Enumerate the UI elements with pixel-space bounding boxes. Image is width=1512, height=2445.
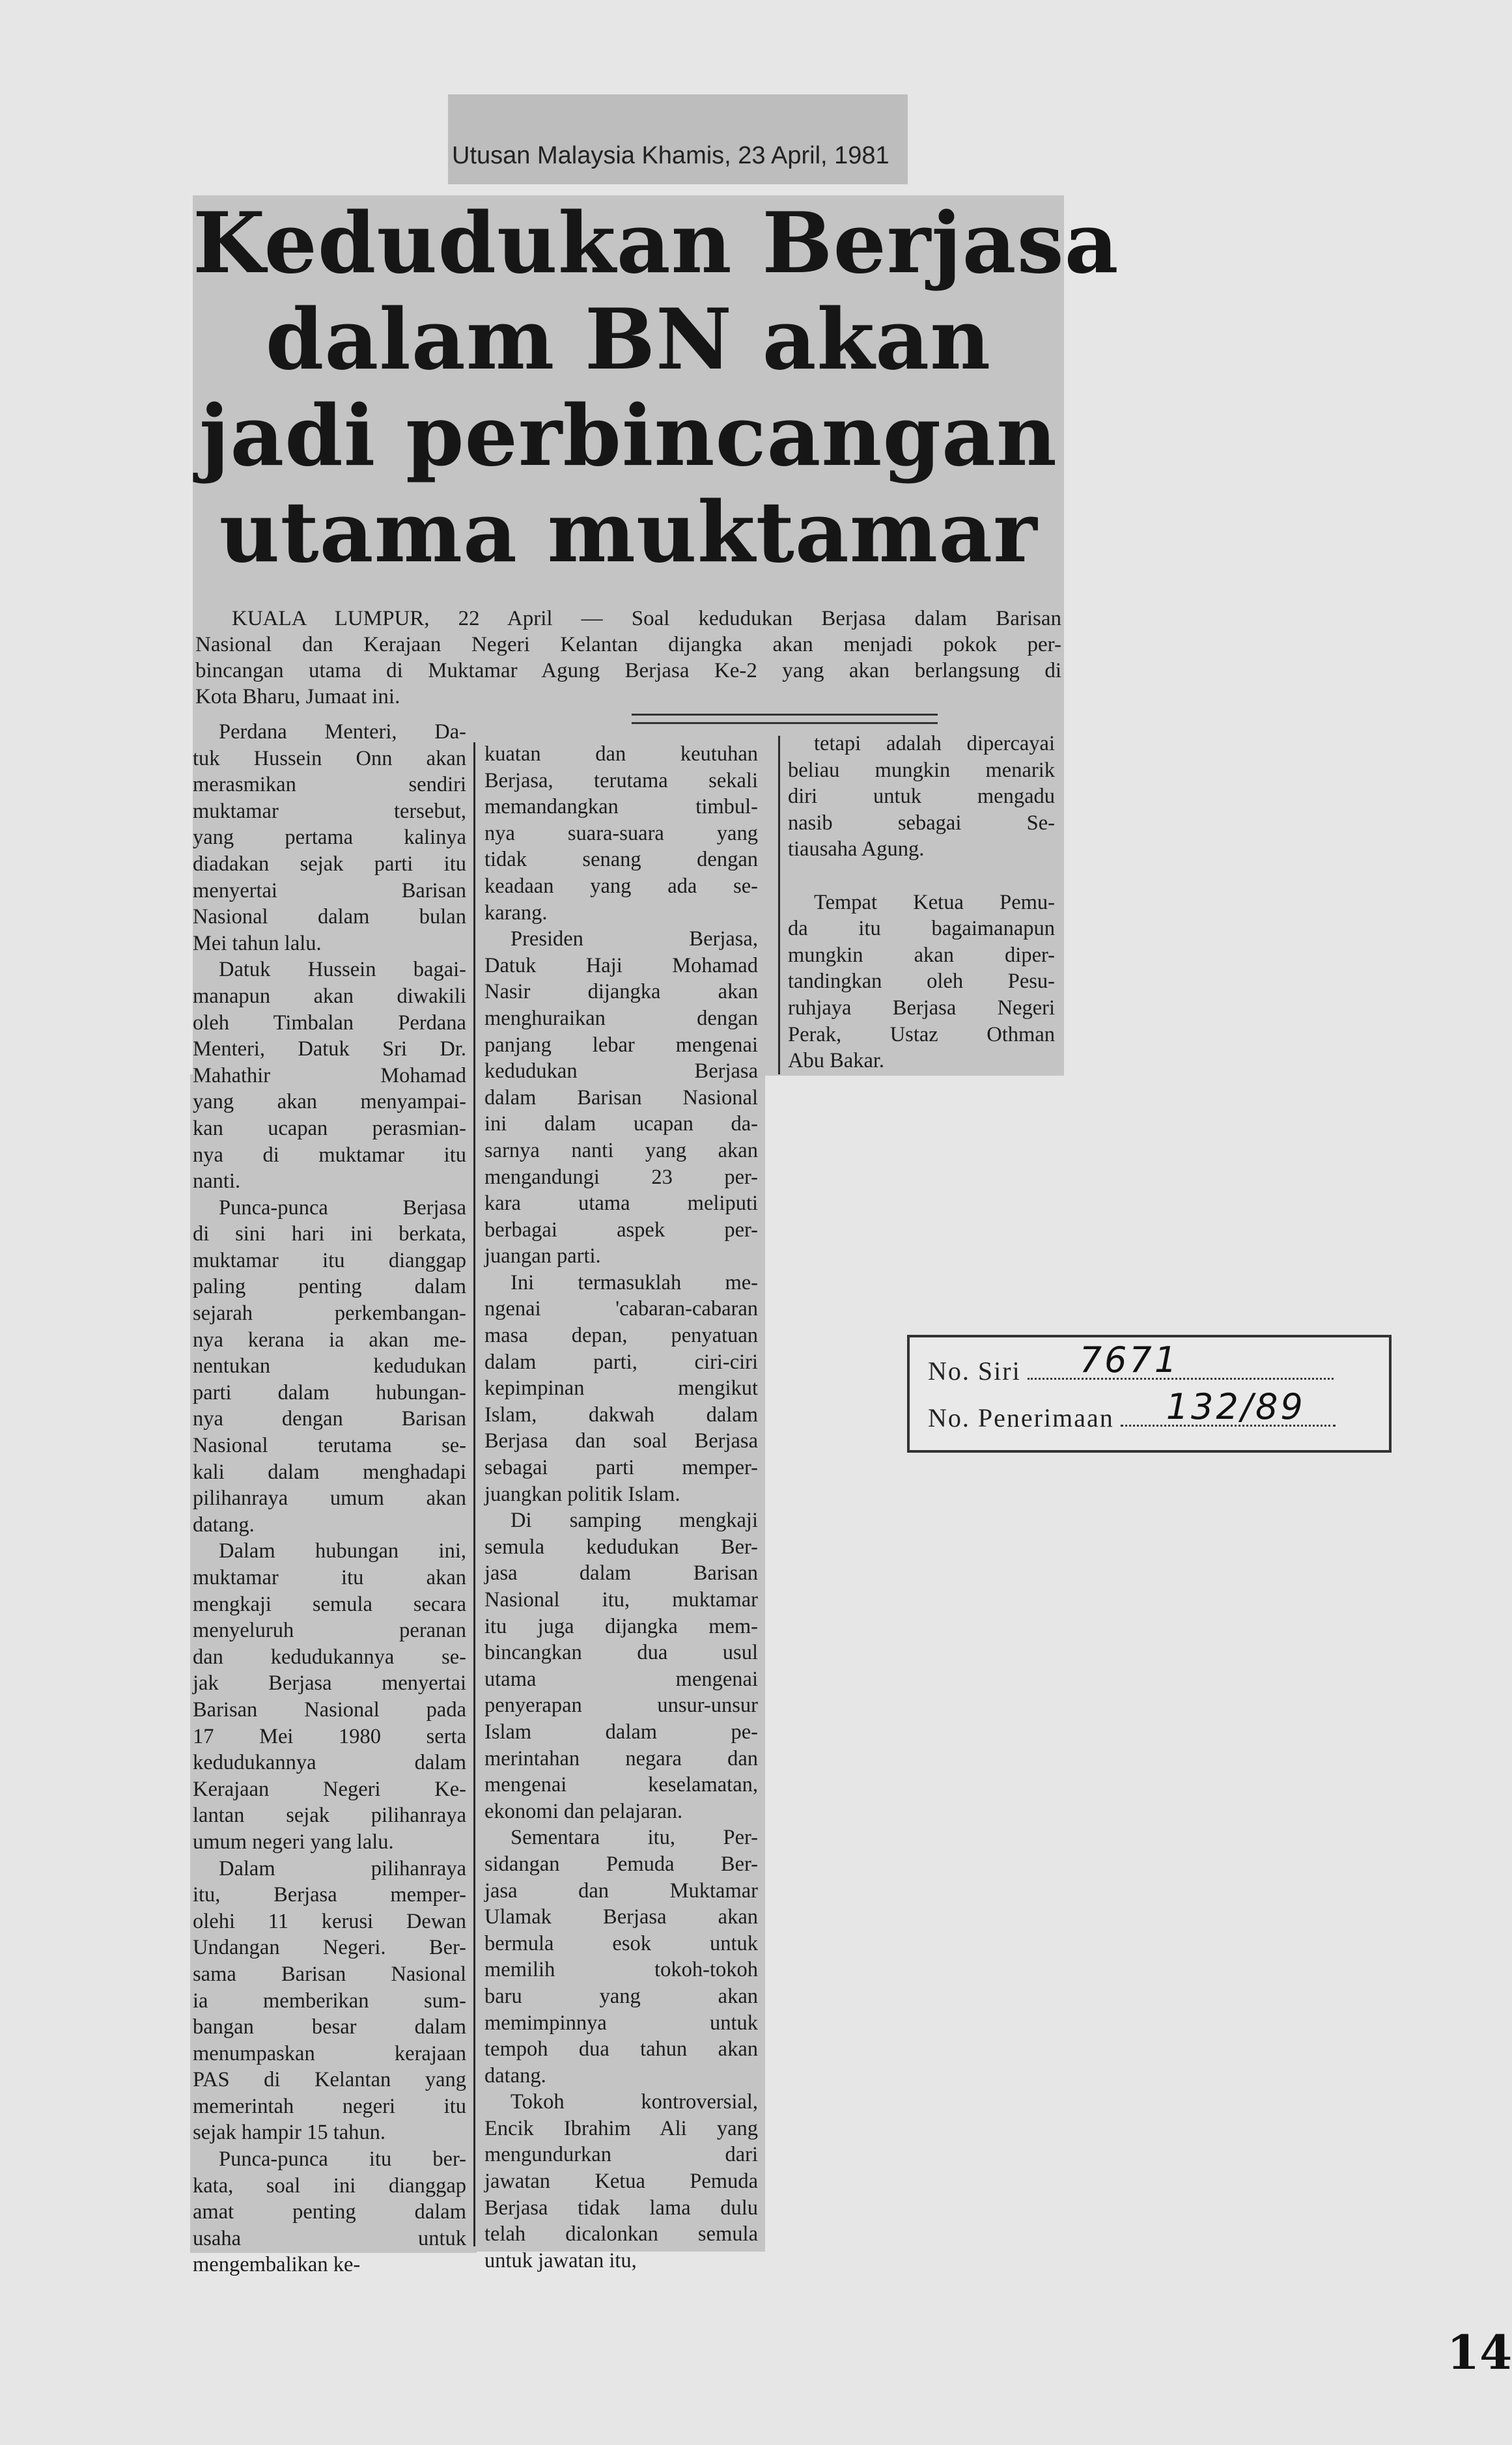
- lead-line: Kota Bharu, Jumaat ini.: [195, 685, 400, 708]
- column-line: sarnya nanti yang akan: [484, 1138, 758, 1162]
- article-column-2: [484, 741, 758, 2274]
- article-lead: [195, 606, 1061, 710]
- archive-stamp: [907, 1335, 1392, 1453]
- column-line: menumpaskan kerajaan: [193, 2041, 466, 2065]
- column-line: Nasional terutama se-: [193, 1434, 466, 1458]
- column-line: Nasional dalam bulan: [193, 905, 466, 929]
- column-line: datang.: [484, 2063, 546, 2088]
- lead-line: KUALA LUMPUR, 22 April — Soal kedudukan Berjasa dalam Barisan: [232, 607, 1061, 630]
- column-line: Undangan Negeri. Ber-: [193, 1936, 466, 1960]
- column-line: Nasional itu, muktamar: [484, 1588, 758, 1612]
- column-line: Abu Bakar.: [788, 1049, 885, 1073]
- column-line: untuk jawatan itu,: [484, 2248, 637, 2272]
- headline-line: utama muktamar: [219, 484, 1038, 581]
- column-line: yang pertama kalinya: [193, 826, 466, 850]
- column-line: Dalam hubungan ini,: [219, 1539, 466, 1563]
- column-line: Encik Ibrahim Ali yang: [484, 2116, 758, 2140]
- column-line: dalam Barisan Nasional: [484, 1085, 758, 1110]
- column-line: memerintah negeri itu: [193, 2094, 466, 2118]
- column-rule: [778, 736, 780, 1074]
- column-line: jak Berjasa menyertai: [193, 1671, 466, 1696]
- column-line: memimpinnya untuk: [484, 2011, 758, 2035]
- column-line: itu juga dijangka mem-: [484, 1614, 758, 1638]
- column-line: paling penting dalam: [193, 1275, 466, 1299]
- column-line: kan ucapan perasmian-: [193, 1116, 466, 1140]
- column-line: nya di muktamar itu: [193, 1143, 466, 1167]
- column-line: bincangkan dua usul: [484, 1641, 758, 1665]
- headline-line: dalam BN akan: [265, 291, 992, 389]
- newspaper-source-strip: [448, 94, 908, 184]
- column-line: menghuraikan dengan: [484, 1006, 758, 1030]
- article-column-1: [193, 719, 466, 2278]
- column-line: jasa dalam Barisan: [484, 1561, 758, 1586]
- column-line: memandangkan timbul-: [484, 795, 758, 819]
- column-line: Tokoh kontroversial,: [511, 2090, 758, 2114]
- article-headline: [193, 195, 1119, 581]
- column-line: jawatan Ketua Pemuda: [484, 2170, 758, 2194]
- column-line: nya kerana ia akan me-: [193, 1328, 466, 1352]
- column-line: pilihanraya umum akan: [193, 1487, 466, 1511]
- lead-line: Nasional dan Kerajaan Negeri Kelantan dijangka akan menjadi pokok per-: [195, 633, 1061, 656]
- column-line: mengembalikan ke-: [193, 2253, 361, 2277]
- column-line: menyertai Barisan: [193, 878, 466, 902]
- stamp-penerimaan-row: [928, 1386, 1336, 1433]
- column-line: nanti.: [193, 1169, 241, 1194]
- column-line: lantan sejak pilihanraya: [193, 1804, 466, 1828]
- column-line: bermula esok untuk: [484, 1931, 758, 1955]
- column-line: datang.: [193, 1513, 255, 1537]
- column-line: olehi 11 kerusi Dewan: [193, 1909, 466, 1933]
- source-line: Utusan Malaysia Khamis, 23 April, 1981: [452, 142, 889, 169]
- article-column-3: [788, 731, 1055, 1074]
- column-line: Perak, Ustaz Othman: [788, 1022, 1055, 1046]
- section-divider: [632, 714, 938, 724]
- column-line: mengandungi 23 per-: [484, 1165, 758, 1189]
- column-line: utama mengenai: [484, 1667, 758, 1691]
- column-line: Mahathir Mohamad: [193, 1063, 466, 1087]
- column-line: tempoh dua tahun akan: [484, 2037, 758, 2061]
- column-line: Berjasa tidak lama dulu: [484, 2196, 758, 2220]
- column-line: amat penting dalam: [193, 2200, 466, 2224]
- column-line: ia memberikan sum-: [193, 1989, 466, 2013]
- column-line: Punca-punca Berjasa: [219, 1195, 466, 1220]
- column-line: Ulamak Berjasa akan: [484, 1905, 758, 1929]
- column-line: jasa dan Muktamar: [484, 1879, 758, 1903]
- column-line: parti dalam hubungan-: [193, 1380, 466, 1404]
- column-line: keadaan yang ada se-: [484, 874, 758, 898]
- column-line: nasib sebagai Se-: [788, 811, 1055, 835]
- column-line: Ini termasuklah me-: [511, 1270, 758, 1294]
- column-line: manapun akan diwakili: [193, 984, 466, 1008]
- column-line: sidangan Pemuda Ber-: [484, 1852, 758, 1876]
- column-line: ini dalam ucapan da-: [484, 1112, 758, 1136]
- column-line: Datuk Hussein bagai-: [219, 958, 466, 982]
- column-line: ruhjaya Berjasa Negeri: [788, 996, 1055, 1020]
- column-rule: [473, 742, 475, 2246]
- column-line: sejarah perkembangan-: [193, 1302, 466, 1326]
- column-line: Barisan Nasional pada: [193, 1698, 466, 1722]
- column-line: 17 Mei 1980 serta: [193, 1724, 466, 1748]
- column-line: merintahan negara dan: [484, 1746, 758, 1770]
- column-line: Punca-punca itu ber-: [219, 2147, 466, 2172]
- stamp-siri-value: 7671: [1079, 1339, 1180, 1380]
- column-line: sebagai parti memper-: [484, 1456, 758, 1480]
- column-line: da itu bagaimanapun: [788, 917, 1055, 941]
- stamp-siri-row: [928, 1339, 1334, 1386]
- column-line: tetapi adalah dipercayai: [814, 732, 1055, 755]
- column-line: menyeluruh peranan: [193, 1619, 466, 1643]
- column-line: diadakan sejak parti itu: [193, 852, 466, 876]
- column-line: Nasir dijangka akan: [484, 980, 758, 1004]
- column-line: panjang lebar mengenai: [484, 1033, 758, 1057]
- column-line: Dalam pilihanraya: [219, 1856, 466, 1880]
- column-line: muktamar tersebut,: [193, 799, 466, 823]
- column-line: mengenai keselamatan,: [484, 1773, 758, 1797]
- column-line: Di samping mengkaji: [511, 1509, 758, 1533]
- column-line: nya dengan Barisan: [193, 1407, 466, 1431]
- column-line: sama Barisan Nasional: [193, 1962, 466, 1986]
- column-line: dalam parti, ciri-ciri: [484, 1350, 758, 1374]
- column-line: Tempat Ketua Pemu-: [814, 890, 1055, 914]
- column-line: tiausaha Agung.: [788, 837, 925, 861]
- column-line: merasmikan sendiri: [193, 773, 466, 797]
- column-line: PAS di Kelantan yang: [193, 2068, 466, 2092]
- stamp-siri-dots: [1028, 1339, 1334, 1380]
- headline-line: Kedudukan Berjasa: [193, 195, 1119, 292]
- stamp-penerimaan-label: No. Penerimaan: [928, 1403, 1114, 1432]
- column-line: tidak senang dengan: [484, 848, 758, 872]
- column-line: oleh Timbalan Perdana: [193, 1011, 466, 1035]
- column-line: beliau mungkin menarik: [788, 758, 1055, 782]
- column-line: Berjasa dan soal Berjasa: [484, 1429, 758, 1453]
- stamp-penerimaan-value: 132/89: [1166, 1386, 1306, 1427]
- column-line: kata, soal ini dianggap: [193, 2173, 466, 2198]
- column-line: dan kedudukannya se-: [193, 1645, 466, 1669]
- column-line: karang.: [484, 901, 548, 925]
- column-line: kepimpinan mengikut: [484, 1376, 758, 1401]
- column-line: kali dalam menghadapi: [193, 1460, 466, 1484]
- stamp-siri-label: No. Siri: [928, 1356, 1021, 1386]
- column-line: kedudukan Berjasa: [484, 1059, 758, 1083]
- column-line: usaha untuk: [193, 2226, 466, 2250]
- column-line: ngenai 'cabaran-cabaran: [484, 1297, 758, 1321]
- column-line: semula kedudukan Ber-: [484, 1535, 758, 1559]
- column-line: mengundurkan dari: [484, 2143, 758, 2167]
- column-line: mungkin akan diper-: [788, 943, 1055, 967]
- column-line: memilih tokoh-tokoh: [484, 1958, 758, 1982]
- column-line: masa depan, penyatuan: [484, 1324, 758, 1348]
- column-line: tandingkan oleh Pesu-: [788, 970, 1055, 994]
- page-number: 14: [1447, 2325, 1512, 2380]
- column-line: [788, 863, 1055, 889]
- column-line: Datuk Haji Mohamad: [484, 953, 758, 977]
- column-line: di sini hari ini berkata,: [193, 1222, 466, 1246]
- column-line: tuk Hussein Onn akan: [193, 746, 466, 770]
- column-line: kedudukannya dalam: [193, 1751, 466, 1775]
- column-line: Berjasa, terutama sekali: [484, 768, 758, 792]
- column-line: juangan parti.: [484, 1244, 601, 1268]
- column-line: kuatan dan keutuhan: [484, 742, 758, 766]
- headline-line: jadi perbincangan: [199, 387, 1057, 485]
- column-line: Kerajaan Negeri Ke-: [193, 1777, 466, 1801]
- column-line: kara utama meliputi: [484, 1192, 758, 1216]
- column-line: nentukan kedudukan: [193, 1354, 466, 1378]
- lead-line: bincangan utama di Muktamar Agung Berjasa Ke-2 yang akan berlangsung di: [195, 659, 1061, 682]
- column-line: ekonomi dan pelajaran.: [484, 1799, 683, 1823]
- column-line: muktamar itu dianggap: [193, 1248, 466, 1272]
- column-line: penyerapan unsur-unsur: [484, 1694, 758, 1718]
- column-line: Mei tahun lalu.: [193, 931, 322, 955]
- column-line: yang akan menyampai-: [193, 1090, 466, 1114]
- column-line: Perdana Menteri, Da-: [219, 720, 466, 744]
- column-line: Presiden Berjasa,: [511, 927, 758, 951]
- column-line: Menteri, Datuk Sri Dr.: [193, 1037, 466, 1061]
- column-line: juangkan politik Islam.: [484, 1482, 680, 1506]
- column-line: bangan besar dalam: [193, 2015, 466, 2039]
- stamp-penerimaan-dots: [1121, 1386, 1336, 1427]
- column-line: baru yang akan: [484, 1984, 758, 2008]
- column-line: telah dicalonkan semula: [484, 2222, 758, 2246]
- column-line: muktamar itu akan: [193, 1566, 466, 1589]
- column-line: sejak hampir 15 tahun.: [193, 2121, 386, 2145]
- column-line: berbagai aspek per-: [484, 1218, 758, 1242]
- column-line: nya suara-suara yang: [484, 821, 758, 845]
- column-line: Islam, dakwah dalam: [484, 1403, 758, 1427]
- column-line: mengkaji semula secara: [193, 1592, 466, 1616]
- column-line: itu, Berjasa memper-: [193, 1883, 466, 1907]
- column-line: Sementara itu, Per-: [511, 1826, 758, 1850]
- column-line: umum negeri yang lalu.: [193, 1830, 394, 1854]
- column-line: diri untuk mengadu: [788, 785, 1055, 809]
- column-line: Islam dalam pe-: [484, 1720, 758, 1744]
